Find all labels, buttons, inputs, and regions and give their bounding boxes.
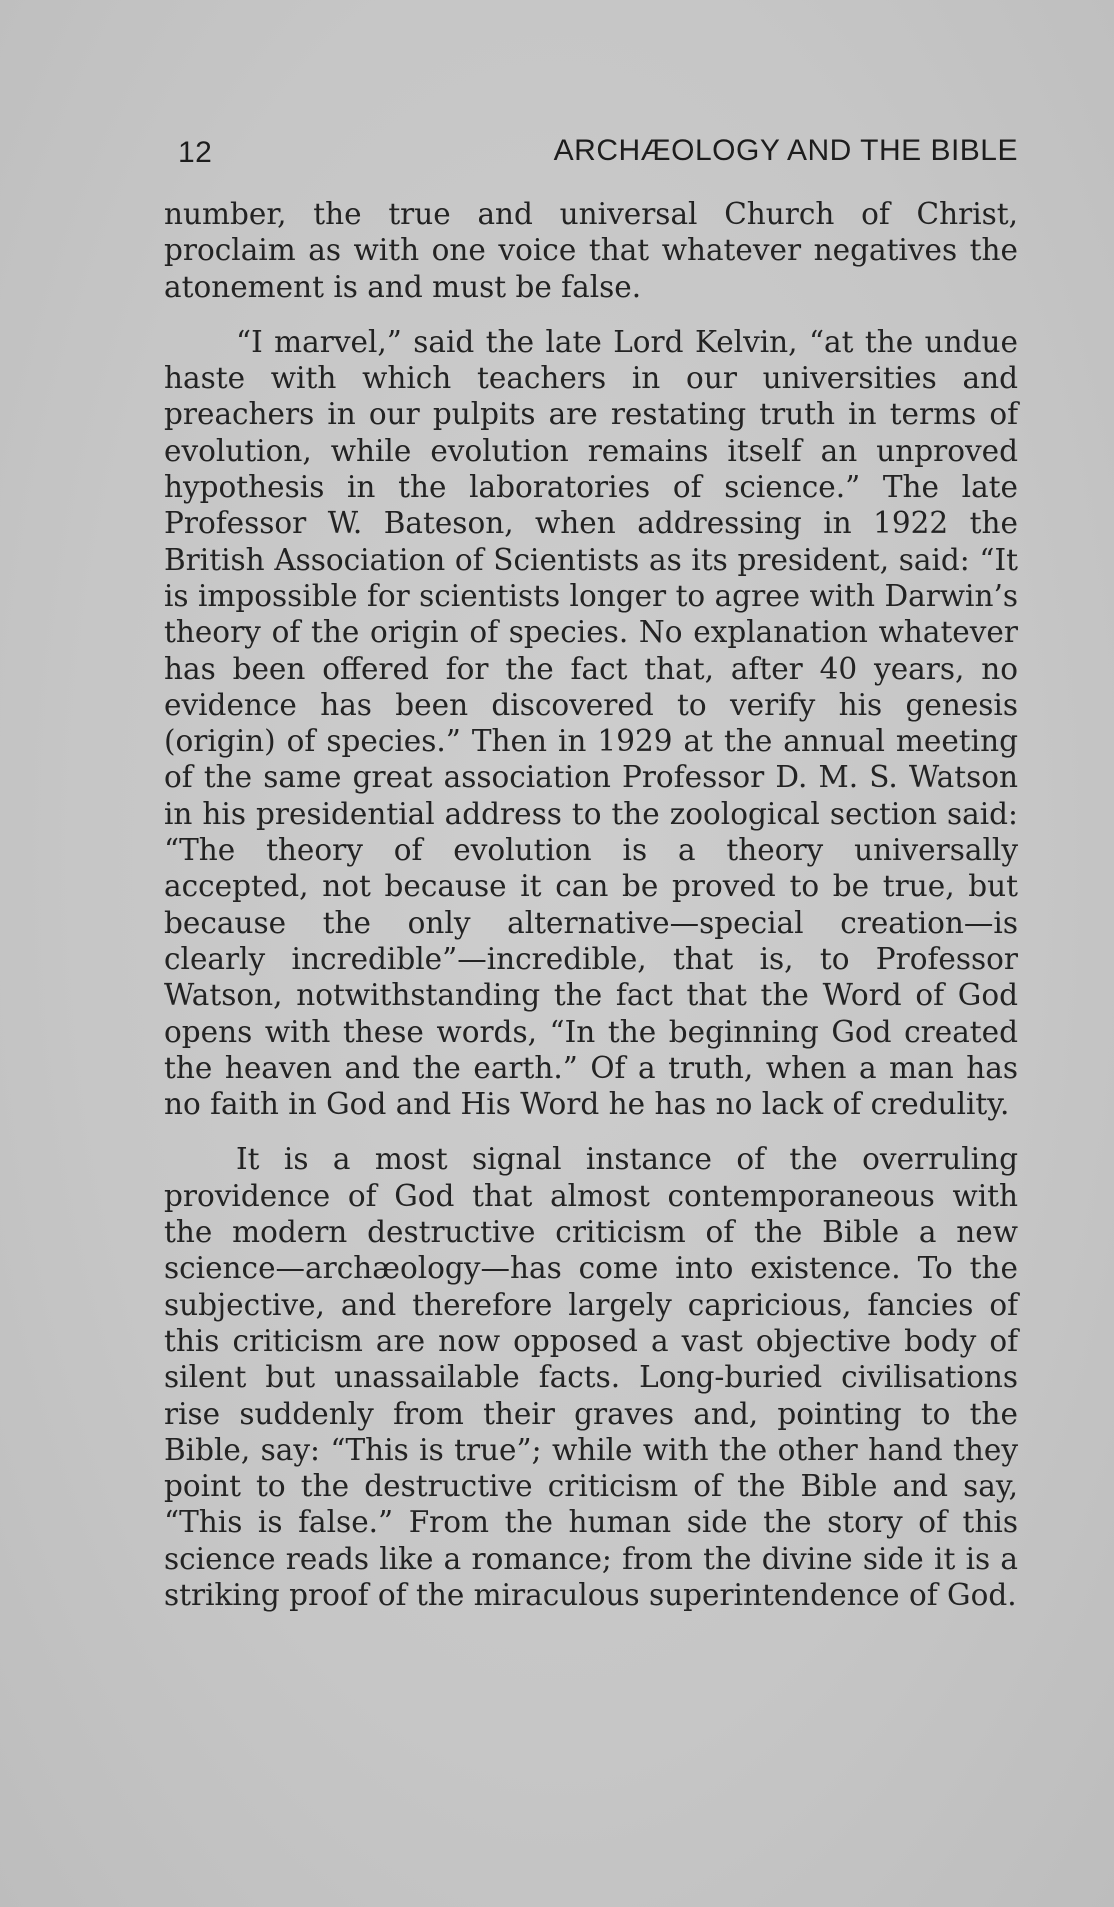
page-number: 12 [178,136,213,169]
paragraph-continuation: number, the true and universal Church of Christ, proclaim as with one voice that whatever negatives the atonement is and must be false. [164,197,1018,304]
paragraph-kelvin-quote: “I marvel,” said the late Lord Kelvin, “at the undue haste with which teachers in our universities and preachers in our pulpits are restating truth in terms of evolution, while evolution remains itself an unproved hypothesis in the laboratories of science.” The late Professor W. Bateson, when addressing in 1922 the British Association of Scientists as its president, said: “It is impossible for scientists longer to agree with Darwin’s theory of the origin of species. No explanation whatever has been offered for the fact that, after 40 years, no evidence has been discovered to verify his genesis (origin) of species.” Then in 1929 at the annual meeting of the same great association Professor D. M. S. Watson in his presidential address to the zoological section said: “The theory of evolution is a theory universally accepted, not because it can be proved to be true, but because the only alternative—special creation—is clearly incredible”—incredible, that is, to Professor Watson, notwithstanding the fact that the Word of God opens with these words, “In the beginning God created the heaven and the earth.” Of a truth, when a man has no faith in God and His Word he has no lack of credulity. [164,324,1018,1122]
running-title: ARCHÆOLOGY AND THE BIBLE [553,134,1018,167]
body-text [164,196,1018,1632]
paragraph-archaeology: It is a most signal instance of the overruling providence of God that almost contemporaneous with the modern destructive criticism of the Bible a new science—archæology—has come into existence. To the subjective, and therefore largely capricious, fancies of this criticism are now opposed a vast objective body of silent but unassailable facts. Long-buried civilisations rise suddenly from their graves and, pointing to the Bible, say: “This is true”; while with the other hand they point to the destructive criticism of the Bible and say, “This is false.” From the human side the story of this science reads like a romance; from the divine side it is a striking proof of the miraculous superintendence of God. [164,1142,1018,1612]
running-head [164,130,1018,170]
